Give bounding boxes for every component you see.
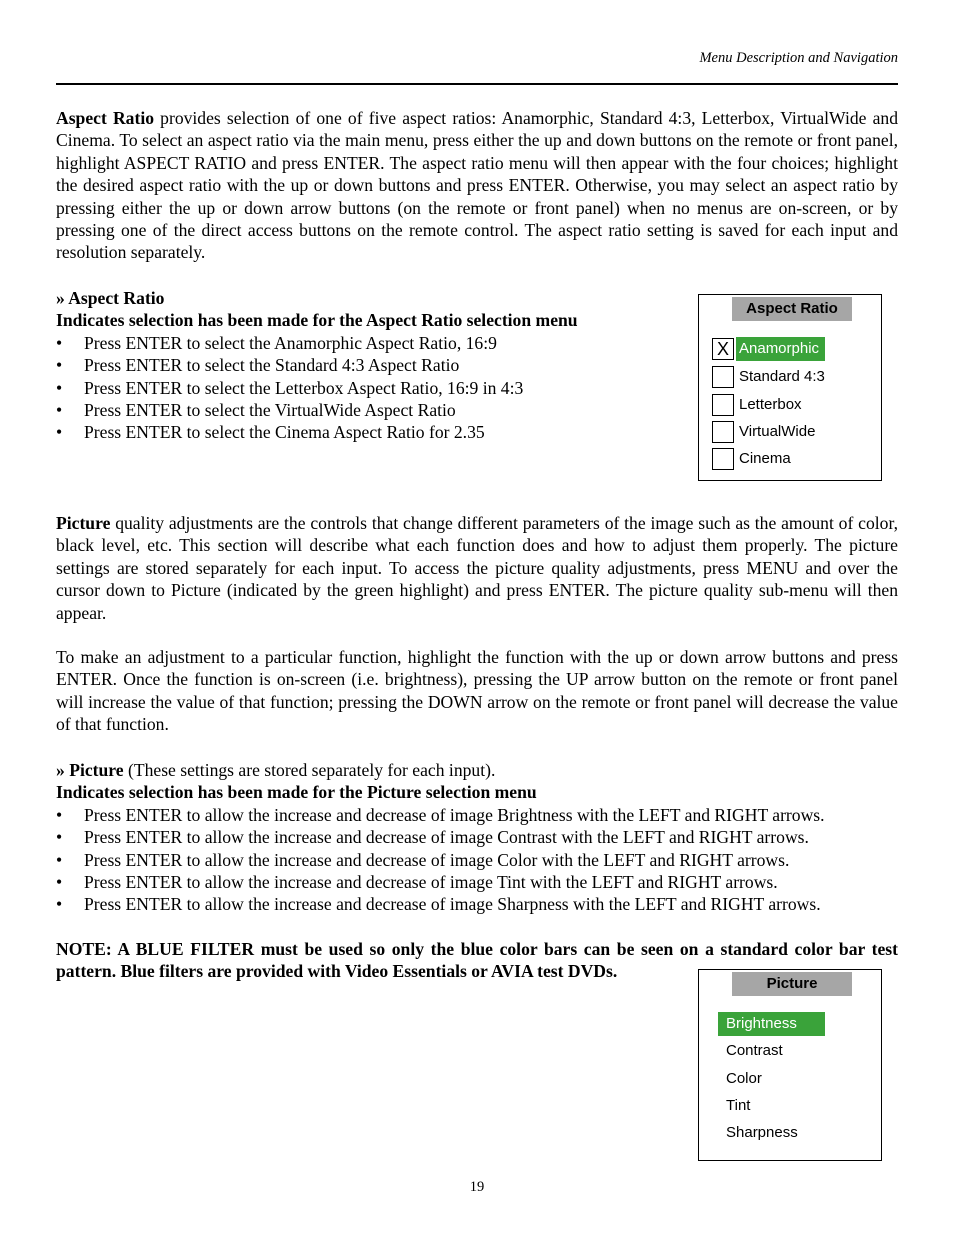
list-item [56, 849, 898, 871]
bullet: • [56, 894, 63, 915]
bullet: • [56, 332, 63, 353]
bullet: • [56, 422, 63, 443]
menu-option-label: Standard 4:3 [739, 368, 825, 385]
picture-term: Picture [56, 513, 111, 533]
checkbox[interactable] [712, 366, 734, 388]
picture-intro [56, 512, 898, 624]
aspect-ratio-list [56, 332, 696, 444]
list-item-text: Press ENTER to select the Anamorphic Aspect Ratio, 16:9 [84, 332, 497, 353]
aspect-ratio-menu-title: Aspect Ratio [732, 297, 852, 321]
picture-heading-line [56, 759, 898, 781]
list-item [56, 332, 696, 354]
list-item [56, 421, 696, 443]
menu-option-label: Brightness [718, 1012, 825, 1036]
list-item [56, 893, 898, 915]
header-rule [56, 83, 898, 85]
list-item [56, 871, 898, 893]
aspect-ratio-intro [56, 107, 898, 264]
list-item [56, 399, 696, 421]
adjustment-paragraph: To make an adjustment to a particular function, highlight the function with the up or down arrow buttons and press ENTER. Once the function is on-screen (i.e. brightness), pressing the UP arrow button on the remote or front panel will increase the value of that function; pressing the DOWN arrow on the remote or front panel will decrease the value of that function. [56, 647, 898, 735]
aspect-ratio-subheading: Indicates selection has been made for the Aspect Ratio selection menu [56, 310, 578, 331]
list-item-text: Press ENTER to select the VirtualWide Aspect Ratio [84, 400, 456, 421]
list-item [56, 804, 898, 826]
menu-option-label: Contrast [726, 1042, 783, 1059]
bullet: • [56, 355, 63, 376]
menu-option-label: Sharpness [726, 1124, 798, 1141]
menu-option-label: Color [726, 1070, 762, 1087]
menu-option-label: Anamorphic [736, 337, 825, 361]
menu-option-label: Cinema [739, 450, 791, 467]
aspect-ratio-term: Aspect Ratio [56, 108, 155, 128]
running-header: Menu Description and Navigation [699, 50, 898, 66]
aspect-ratio-section [56, 287, 696, 444]
list-item [56, 377, 696, 399]
page-number: 19 [469, 1179, 485, 1195]
aspect-ratio-menu [698, 294, 882, 481]
list-item-text: Press ENTER to allow the increase and decrease of image Brightness with the LEFT and RIGHT arrows. [84, 804, 825, 825]
menu-option-label: Tint [726, 1097, 751, 1114]
picture-section [56, 759, 898, 916]
checkbox-checked[interactable]: X [712, 338, 734, 360]
picture-menu [698, 969, 882, 1161]
picture-menu-title: Picture [732, 972, 852, 996]
picture-list [56, 804, 898, 916]
list-item-text: Press ENTER to allow the increase and decrease of image Tint with the LEFT and RIGHT arrows. [84, 872, 778, 893]
bullet: • [56, 400, 63, 421]
picture-intro-text: quality adjustments are the controls that change different parameters of the image such as the amount of color, black level, etc. This section will describe what each function does and how to adjust them properly. The picture settings are stored separately for each input. To access the picture quality adjustments, press MENU and over the cursor down to Picture (indicated by the green highlight) and press ENTER. The picture quality sub-menu will then appear. [56, 513, 898, 623]
picture-subheading: Indicates selection has been made for the Picture selection menu [56, 782, 537, 803]
list-item-text: Press ENTER to allow the increase and decrease of image Contrast with the LEFT and RIGHT arrows. [84, 827, 809, 848]
checkbox[interactable] [712, 448, 734, 470]
bullet: • [56, 827, 63, 848]
checkbox[interactable] [712, 394, 734, 416]
checkbox[interactable] [712, 421, 734, 443]
list-item [56, 826, 898, 848]
aspect-ratio-intro-text: provides selection of one of five aspect ratios: Anamorphic, Standard 4:3, Letterbox, VirtualWide and Cinema. To select an aspect ratio via the main menu, press either the up and down buttons on the remote or front panel, highlight ASPECT RATIO and press ENTER. The aspect ratio menu will then appear with the four choices; highlight the desired aspect ratio with the up or down buttons and press ENTER. Otherwise, you may select an aspect ratio by pressing either the up or down arrow buttons (on the remote or front panel) when no menus are on-screen, or by pressing one of the direct access buttons on the remote control. The aspect ratio setting is saved for each input and resolution separately. [56, 108, 898, 263]
menu-option-label: VirtualWide [739, 423, 816, 440]
list-item-text: Press ENTER to select the Letterbox Aspect Ratio, 16:9 in 4:3 [84, 377, 524, 398]
menu-option-label: Letterbox [739, 396, 802, 413]
list-item-text: Press ENTER to allow the increase and decrease of image Sharpness with the LEFT and RIGHT arrows. [84, 894, 821, 915]
list-item [56, 354, 696, 376]
blue-filter-note: NOTE: A BLUE FILTER must be used so only the blue color bars can be seen on a standard color bar test pattern. Blue filters are provided with Video Essentials or AVIA test DVDs. [56, 939, 898, 982]
list-item-text: Press ENTER to select the Standard 4:3 Aspect Ratio [84, 355, 460, 376]
bullet: • [56, 804, 63, 825]
list-item-text: Press ENTER to select the Cinema Aspect Ratio for 2.35 [84, 422, 485, 443]
picture-heading: » Picture [56, 760, 124, 780]
list-item-text: Press ENTER to allow the increase and decrease of image Color with the LEFT and RIGHT arrows. [84, 849, 790, 870]
bullet: • [56, 872, 63, 893]
bullet: • [56, 849, 63, 870]
aspect-ratio-heading: » Aspect Ratio [56, 288, 165, 308]
picture-heading-note: (These settings are stored separately for each input). [123, 760, 496, 780]
bullet: • [56, 377, 63, 398]
